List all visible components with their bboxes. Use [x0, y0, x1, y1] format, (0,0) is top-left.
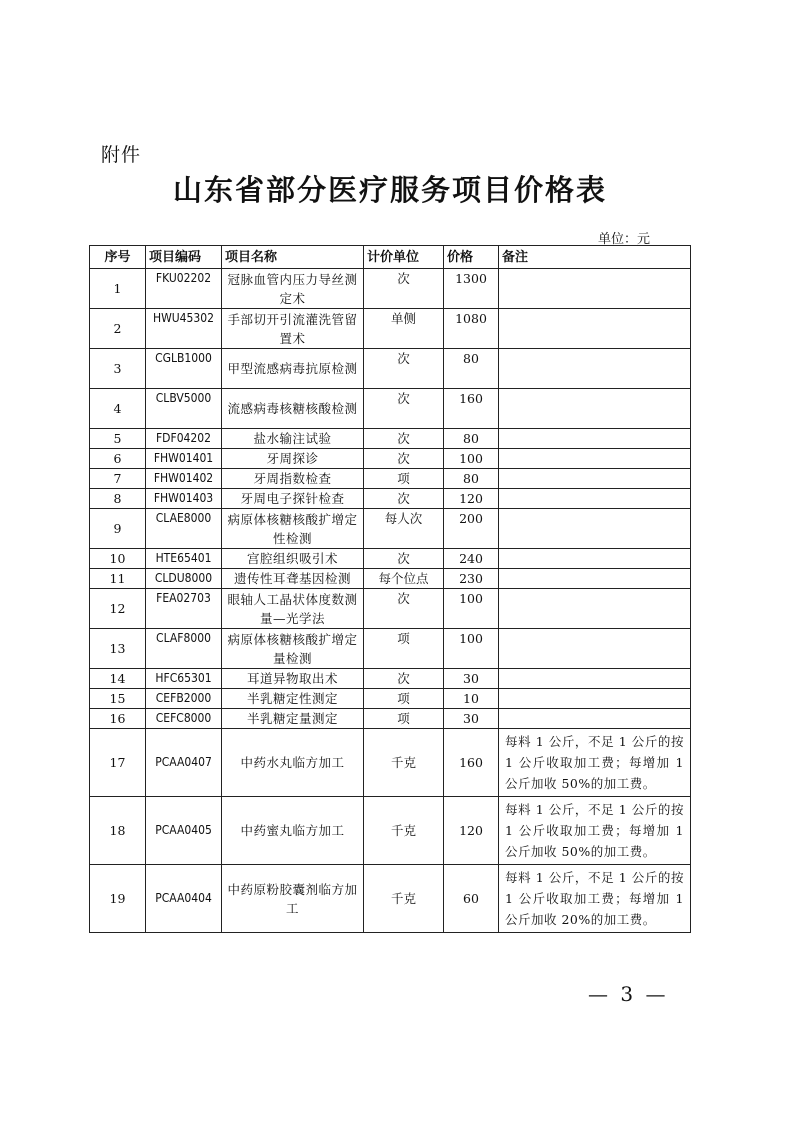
table-row	[90, 549, 691, 569]
cell-price: 1080	[444, 309, 499, 349]
cell-seq: 2	[90, 309, 146, 349]
cell-code: FHW01401	[146, 449, 222, 469]
table-row	[90, 709, 691, 729]
page-title: 山东省部分医疗服务项目价格表	[172, 173, 607, 207]
cell-unit: 千克	[364, 729, 444, 797]
cell-note	[499, 549, 691, 569]
cell-note	[499, 509, 691, 549]
cell-seq: 5	[90, 429, 146, 449]
table-row	[90, 269, 691, 309]
cell-price: 230	[444, 569, 499, 589]
cell-unit: 项	[364, 629, 444, 669]
cell-note: 每料 1 公斤，不足 1 公斤的按 1 公斤收取加工费；每增加 1 公斤加收 50%的加工费。	[499, 729, 691, 797]
table-row	[90, 469, 691, 489]
header-code: 项目编码	[146, 246, 222, 269]
cell-price: 160	[444, 389, 499, 429]
cell-code: HFC65301	[146, 669, 222, 689]
cell-unit: 千克	[364, 797, 444, 865]
header-unit: 计价单位	[364, 246, 444, 269]
cell-price: 30	[444, 709, 499, 729]
table-row	[90, 349, 691, 389]
cell-code: CEFC8000	[146, 709, 222, 729]
cell-unit: 项	[364, 709, 444, 729]
cell-name: 病原体核糖核酸扩增定性检测	[222, 509, 364, 549]
cell-name: 流感病毒核糖核酸检测	[222, 389, 364, 429]
cell-code: CLAF8000	[146, 629, 222, 669]
cell-name: 中药蜜丸临方加工	[222, 797, 364, 865]
cell-name: 眼轴人工晶状体度数测量—光学法	[222, 589, 364, 629]
cell-seq: 11	[90, 569, 146, 589]
table-row	[90, 489, 691, 509]
cell-unit: 次	[364, 669, 444, 689]
cell-seq: 7	[90, 469, 146, 489]
header-note: 备注	[499, 246, 691, 269]
cell-code: FHW01403	[146, 489, 222, 509]
cell-name: 半乳糖定性测定	[222, 689, 364, 709]
cell-unit: 次	[364, 269, 444, 309]
cell-code: PCAA0407	[146, 729, 222, 797]
cell-code: CEFB2000	[146, 689, 222, 709]
table-row	[90, 589, 691, 629]
cell-unit: 次	[364, 449, 444, 469]
cell-seq: 12	[90, 589, 146, 629]
cell-name: 牙周指数检查	[222, 469, 364, 489]
cell-name: 遗传性耳聋基因检测	[222, 569, 364, 589]
cell-price: 100	[444, 589, 499, 629]
cell-name: 牙周电子探针检查	[222, 489, 364, 509]
cell-code: FEA02703	[146, 589, 222, 629]
table-row	[90, 797, 691, 865]
cell-seq: 4	[90, 389, 146, 429]
cell-unit: 次	[364, 349, 444, 389]
cell-unit: 次	[364, 549, 444, 569]
cell-code: FKU02202	[146, 269, 222, 309]
cell-price: 30	[444, 669, 499, 689]
attachment-label: 附件	[101, 144, 142, 166]
cell-name: 手部切开引流灌洗管留置术	[222, 309, 364, 349]
cell-code: CLBV5000	[146, 389, 222, 429]
cell-price: 80	[444, 469, 499, 489]
cell-unit: 次	[364, 589, 444, 629]
cell-name: 甲型流感病毒抗原检测	[222, 349, 364, 389]
cell-seq: 13	[90, 629, 146, 669]
unit-label: 单位：元	[598, 232, 651, 247]
cell-price: 60	[444, 865, 499, 933]
cell-unit: 单侧	[364, 309, 444, 349]
cell-price: 100	[444, 449, 499, 469]
cell-name: 牙周探诊	[222, 449, 364, 469]
cell-note	[499, 469, 691, 489]
header-price: 价格	[444, 246, 499, 269]
cell-name: 耳道异物取出术	[222, 669, 364, 689]
table-row	[90, 429, 691, 449]
cell-note	[499, 269, 691, 309]
cell-seq: 6	[90, 449, 146, 469]
cell-unit: 项	[364, 689, 444, 709]
cell-code: CLDU8000	[146, 569, 222, 589]
table-row	[90, 389, 691, 429]
cell-note	[499, 669, 691, 689]
cell-name: 盐水输注试验	[222, 429, 364, 449]
cell-name: 中药水丸临方加工	[222, 729, 364, 797]
cell-price: 160	[444, 729, 499, 797]
cell-name: 中药原粉胶囊剂临方加工	[222, 865, 364, 933]
cell-note	[499, 389, 691, 429]
cell-name: 病原体核糖核酸扩增定量检测	[222, 629, 364, 669]
cell-unit: 每人次	[364, 509, 444, 549]
cell-price: 10	[444, 689, 499, 709]
cell-code: CGLB1000	[146, 349, 222, 389]
cell-seq: 3	[90, 349, 146, 389]
cell-price: 200	[444, 509, 499, 549]
table-row	[90, 569, 691, 589]
cell-note	[499, 689, 691, 709]
cell-note: 每料 1 公斤，不足 1 公斤的按 1 公斤收取加工费；每增加 1 公斤加收 50%的加工费。	[499, 797, 691, 865]
cell-code: HWU45302	[146, 309, 222, 349]
cell-note	[499, 629, 691, 669]
cell-price: 120	[444, 489, 499, 509]
table-row	[90, 449, 691, 469]
cell-code: FDF04202	[146, 429, 222, 449]
cell-unit: 项	[364, 469, 444, 489]
header-seq: 序号	[90, 246, 146, 269]
cell-note	[499, 569, 691, 589]
cell-name: 宫腔组织吸引术	[222, 549, 364, 569]
table-row	[90, 689, 691, 709]
table-row	[90, 865, 691, 933]
cell-price: 120	[444, 797, 499, 865]
cell-unit: 次	[364, 489, 444, 509]
cell-note: 每料 1 公斤，不足 1 公斤的按 1 公斤收取加工费；每增加 1 公斤加收 20%的加工费。	[499, 865, 691, 933]
cell-name: 冠脉血管内压力导丝测定术	[222, 269, 364, 309]
table-row	[90, 309, 691, 349]
cell-unit: 千克	[364, 865, 444, 933]
table-row	[90, 629, 691, 669]
cell-note	[499, 489, 691, 509]
price-table	[89, 245, 691, 933]
cell-price: 100	[444, 629, 499, 669]
cell-price: 240	[444, 549, 499, 569]
cell-seq: 17	[90, 729, 146, 797]
table-row	[90, 669, 691, 689]
cell-seq: 19	[90, 865, 146, 933]
cell-seq: 8	[90, 489, 146, 509]
cell-note	[499, 349, 691, 389]
cell-seq: 18	[90, 797, 146, 865]
cell-code: HTE65401	[146, 549, 222, 569]
cell-unit: 次	[364, 389, 444, 429]
cell-note	[499, 429, 691, 449]
cell-seq: 10	[90, 549, 146, 569]
page-number: — 3 —	[588, 982, 669, 1006]
table-header-row	[90, 246, 691, 269]
cell-name: 半乳糖定量测定	[222, 709, 364, 729]
cell-code: FHW01402	[146, 469, 222, 489]
cell-seq: 15	[90, 689, 146, 709]
cell-seq: 16	[90, 709, 146, 729]
cell-code: PCAA0404	[146, 865, 222, 933]
cell-seq: 9	[90, 509, 146, 549]
cell-note	[499, 309, 691, 349]
cell-seq: 14	[90, 669, 146, 689]
cell-note	[499, 709, 691, 729]
cell-price: 80	[444, 349, 499, 389]
table-row	[90, 729, 691, 797]
cell-note	[499, 589, 691, 629]
cell-note	[499, 449, 691, 469]
cell-price: 1300	[444, 269, 499, 309]
header-name: 项目名称	[222, 246, 364, 269]
cell-unit: 次	[364, 429, 444, 449]
cell-code: CLAE8000	[146, 509, 222, 549]
cell-unit: 每个位点	[364, 569, 444, 589]
table-row	[90, 509, 691, 549]
cell-price: 80	[444, 429, 499, 449]
cell-code: PCAA0405	[146, 797, 222, 865]
cell-seq: 1	[90, 269, 146, 309]
table-body	[90, 269, 691, 933]
